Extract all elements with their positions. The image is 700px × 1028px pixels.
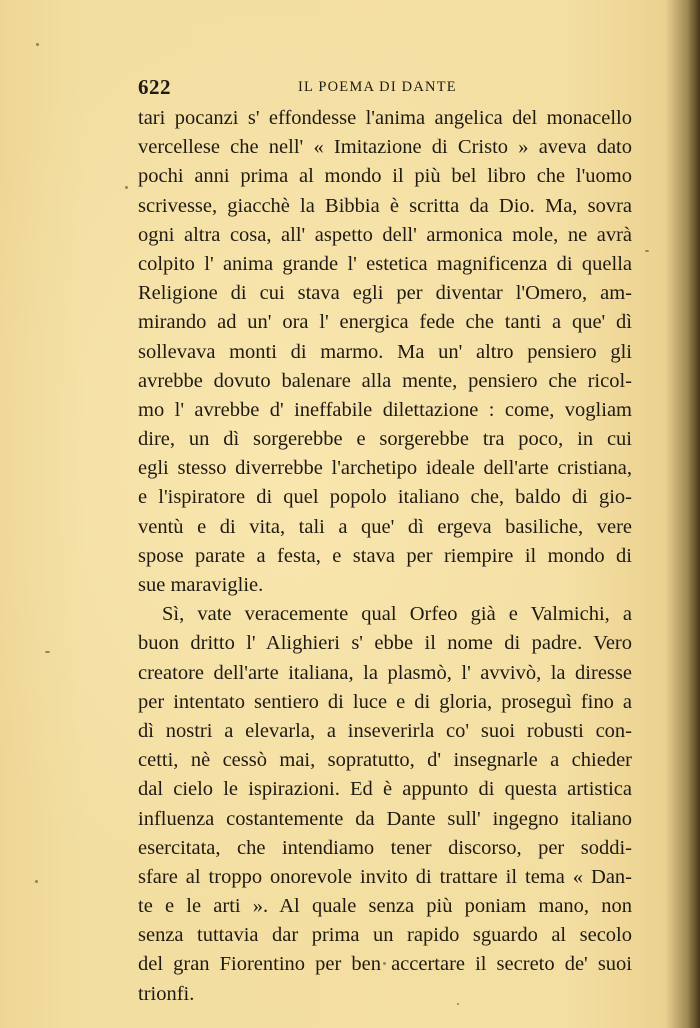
text-line: influenza costantemente da Dante sull' ingegno italiano — [138, 807, 632, 830]
text-line: mirando ad un' ora l' energica fede che tanti a que' dì — [138, 311, 632, 334]
text-line: trionfi. — [138, 982, 195, 1005]
paper-speck — [35, 880, 38, 883]
text-line: dire, un dì sorgerebbe e sorgerebbe tra poco, in cui — [138, 428, 632, 451]
text-line: Religione di cui stava egli per diventar l'Omero, am- — [138, 282, 632, 305]
text-line: Sì, vate veracemente qual Orfeo già e Valmichi, a — [162, 603, 632, 626]
paragraph-1 — [138, 104, 632, 600]
text-line: sue maraviglie. — [138, 574, 264, 596]
running-title: IL POEMA DI DANTE — [298, 79, 457, 95]
text-line: tari pocanzi s' effondesse l'anima angelica del monacello — [138, 107, 632, 129]
paper-speck — [36, 43, 39, 46]
text-line: pochi anni prima al mondo il più bel libro che l'uomo — [138, 165, 632, 188]
text-line: e l'ispiratore di quel popolo italiano che, baldo di gio- — [138, 486, 632, 509]
text-line: buon dritto l' Alighieri s' ebbe il nome di padre. Vero — [138, 632, 632, 655]
text-line: mo l' avrebbe d' ineffabile dilettazione : come, vogliam — [138, 398, 632, 421]
paper-speck — [645, 250, 649, 252]
text-line: sfare al troppo onorevole invito di trattare il tema « Dan- — [138, 865, 632, 888]
paper-speck — [45, 651, 50, 653]
text-line: spose parate a festa, e stava per riempire il mondo di — [138, 544, 632, 567]
body-text — [138, 104, 632, 1009]
text-line: creatore dell'arte italiana, la plasmò, l' avvivò, la diresse — [138, 661, 632, 684]
text-line: vercellese che nell' « Imitazione di Cristo » aveva dato — [138, 136, 632, 159]
paper-speck — [125, 186, 128, 189]
text-line: ventù e di vita, tali a que' dì ergeva basiliche, vere — [138, 515, 632, 538]
text-line: colpito l' anima grande l' estetica magnificenza di quella — [138, 252, 632, 275]
text-line: senza tuttavia dar prima un rapido sguardo al secolo — [138, 924, 632, 947]
text-line: te e le arti ». Al quale senza più poniam mano, non — [138, 895, 632, 918]
text-line: dì nostri a elevarla, a inseverirla co' suoi robusti con- — [138, 719, 632, 742]
text-line: per intentato sentiero di luce e di gloria, proseguì fino a — [138, 690, 632, 713]
text-line: avrebbe dovuto balenare alla mente, pensiero che ricol- — [138, 369, 632, 392]
page-header — [138, 75, 638, 99]
page-edge-shadow — [688, 0, 700, 1028]
text-line: scrivesse, giacchè la Bibbia è scritta da Dio. Ma, sovra — [138, 194, 632, 217]
text-line: dal cielo le ispirazioni. Ed è appunto di questa artistica — [138, 778, 632, 801]
text-line: sollevava monti di marmo. Ma un' altro pensiero gli — [138, 340, 632, 363]
text-line: del gran Fiorentino per ben accertare il secreto de' suoi — [138, 953, 632, 976]
paragraph-2 — [138, 600, 632, 1009]
text-line: cetti, nè cessò mai, sopratutto, d' insegnarle a chieder — [138, 749, 632, 772]
page-number: 622 — [138, 75, 171, 99]
text-line: esercitata, che intendiamo tener discorso, per soddi- — [138, 836, 632, 859]
text-line: ogni altra cosa, all' aspetto dell' armonica mole, ne avrà — [138, 223, 632, 246]
text-line: egli stesso diverrebbe l'archetipo ideale dell'arte cristiana, — [138, 457, 632, 480]
